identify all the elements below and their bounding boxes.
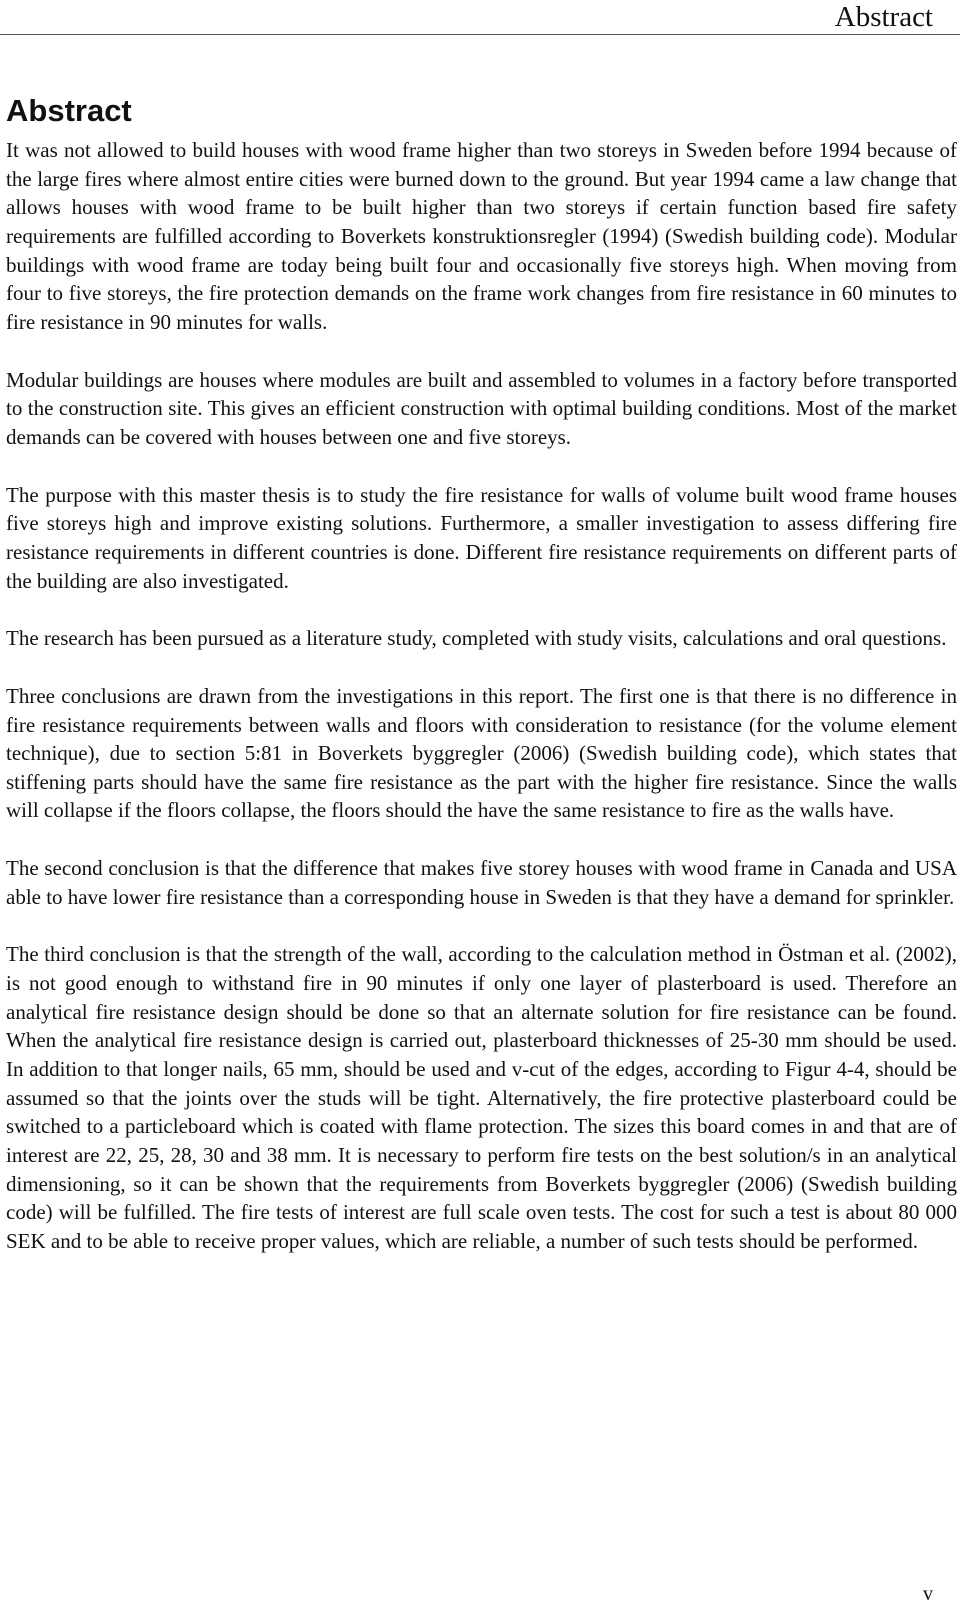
paragraph-4: The research has been pursued as a literature study, completed with study visits, calculations and oral questions.	[6, 626, 947, 651]
paragraph-1: It was not allowed to build houses with wood frame higher than two storeys in Sweden before 1994 because of the large fires where almost entire cities were burned down to the ground. But year 1994 came a law change that allows houses with wood frame to be built higher than two storeys if certain function based fire safety requirements are fulfilled according to Boverkets konstruktionsregler (1994) (Swedish building code). Modular buildings with wood frame are today being built four and occasionally five storeys high. When moving from four to five storeys, the fire protection demands on the frame work changes from fire resistance in 60 minutes to fire resistance in 90 minutes for walls.	[6, 138, 957, 334]
page-number: v	[923, 1583, 933, 1605]
paragraph-7: The third conclusion is that the strength of the wall, according to the calculation method in Östman et al. (2002), is not good enough to withstand fire in 90 minutes if only one layer of plasterboard is used. Therefore an analytical fire resistance design should be done so that an alternate solution for fire resistance can be found. When the analytical fire resistance design is carried out, plasterboard thicknesses of 25-30 mm should be used. In addition to that longer nails, 65 mm, should be used and v-cut of the edges, according to Figur 4-4, should be assumed so that the joints over the studs will be tight. Alternatively, the fire protective plasterboard could be switched to a particleboard which is coated with flame protection. The sizes this board comes in and that are of interest are 22, 25, 28, 30 and 38 mm. It is necessary to perform fire tests on the best solution/s in an analytical dimensioning, so it can be shown that the requirements from Boverkets byggregler (2006) (Swedish building code) will be fulfilled. The fire tests of interest are full scale oven tests. The cost for such a test is about 80 000 SEK and to be able to receive proper values, which are reliable, a number of such tests should be performed.	[6, 942, 957, 1253]
running-header: Abstract	[834, 1, 933, 33]
abstract-body	[6, 136, 957, 1285]
paragraph-6: The second conclusion is that the difference that makes five storey houses with wood frame in Canada and USA able to have lower fire resistance than a corresponding house in Sweden is that they have a demand for sprinkler.	[6, 856, 957, 909]
header-rule	[0, 34, 960, 35]
abstract-heading: Abstract	[6, 93, 132, 128]
paragraph-3: The purpose with this master thesis is to study the fire resistance for walls of volume built wood frame houses five storeys high and improve existing solutions. Furthermore, a smaller investigation to assess differing fire resistance requirements in different countries is done. Different fire resistance requirements on different parts of the building are also investigated.	[6, 482, 957, 593]
paragraph-5: Three conclusions are drawn from the investigations in this report. The first one is that there is no difference in fire resistance requirements between walls and floors with consideration to resistance (for the volume element technique), due to section 5:81 in Boverkets byggregler (2006) (Swedish building code), which states that stiffening parts should have the same fire resistance as the part with the higher fire resistance. Since the walls will collapse if the floors collapse, the floors should the have the same resistance to fire as the walls have.	[6, 683, 957, 823]
paragraph-2: Modular buildings are houses where modules are built and assembled to volumes in a factory before transported to the construction site. This gives an efficient construction with optimal building conditions. Most of the market demands can be covered with houses between one and five storeys.	[6, 367, 957, 449]
